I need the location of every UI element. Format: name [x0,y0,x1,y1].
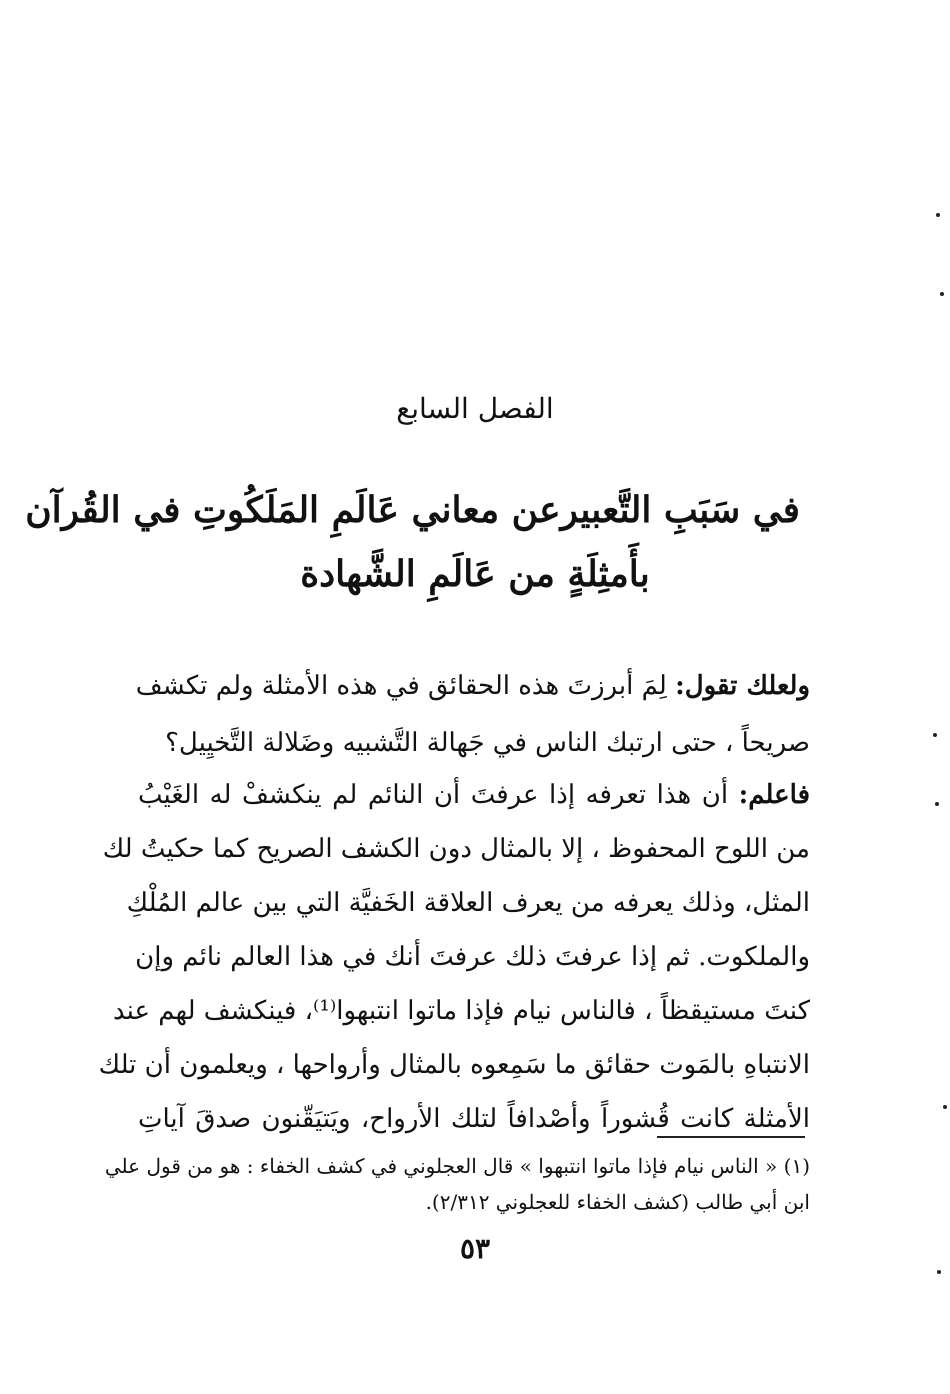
paragraph [98,768,811,1146]
paragraph-line: الانتباهِ بالمَوت حقائق ما سَمِعوه بالمثال وأرواحها ، ويعلمون أن تلك [98,1050,810,1080]
paragraph [135,658,810,772]
scan-speck [943,1105,947,1109]
scan-speck [936,213,940,217]
chapter-title-line: بأَمثِلَةٍ من عَالَمِ الشَّهادة [300,553,650,595]
paragraph-line [135,658,810,715]
paragraph-lead: ولعلك تقول: [675,671,810,701]
chapter-title [25,478,800,606]
scan-speck [937,1270,941,1274]
paragraph-line: صريحاً ، حتى ارتبك الناس في جَهالة التَّشبيه وضَلالة التَّخيِيل؟ [165,728,810,758]
page-number: ٥٣ [459,1232,491,1265]
footnotes [104,1148,810,1220]
paragraph-line-text: لِمَ أبرزتَ هذه الحقائق في هذه الأمثلة ولم تكشف [135,671,667,701]
paragraph-lead: فاعلم: [738,780,811,810]
paragraph-line [138,768,810,822]
paragraph-line: كنتَ مستيقظاً ، فالناس نيام فإذا ماتوا انتبهوا⁽¹⁾، فينكشف لهم عند [113,996,810,1026]
footnote-line: ابن أبي طالب (كشف الخفاء للعجلوني ٢/٣١٢). [425,1190,810,1214]
paragraph-line-text: أن هذا تعرفه إذا عرفتَ أن النائم لم ينكشفْ له الغَيْبُ [138,780,729,810]
chapter-title-line: في سَبَبِ التَّعبيرعن معاني عَالَمِ المَلَكُوتِ في القُرآن [25,489,800,531]
paragraph-line: والملكوت. ثم إذا عرفتَ ذلك عرفتَ أنك في هذا العالم نائم وإن [135,942,810,972]
paragraph-line: الأمثلة كانت قُشوراً وأصْدافاً لتلك الأرواح، ويَتيَقّنون صدقَ آياتِ [138,1104,810,1134]
paragraph-line: المثل، وذلك يعرفه من يعرف العلاقة الخَفيَّة التي بين عالم المُلْكِ [126,888,810,918]
scan-speck [933,733,937,737]
scan-speck [935,802,939,806]
footnote-divider [657,1136,805,1138]
paragraph-line: من اللوح المحفوظ ، إلا بالمثال دون الكشف الصريح كما حكيتُ لك [102,834,810,864]
footnote-line: (١) « الناس نيام فإذا ماتوا انتبهوا » قال العجلوني في كشف الخفاء : هو من قول علي [104,1154,810,1178]
scan-speck [940,292,944,296]
chapter-label: الفصل السابع [396,392,554,425]
